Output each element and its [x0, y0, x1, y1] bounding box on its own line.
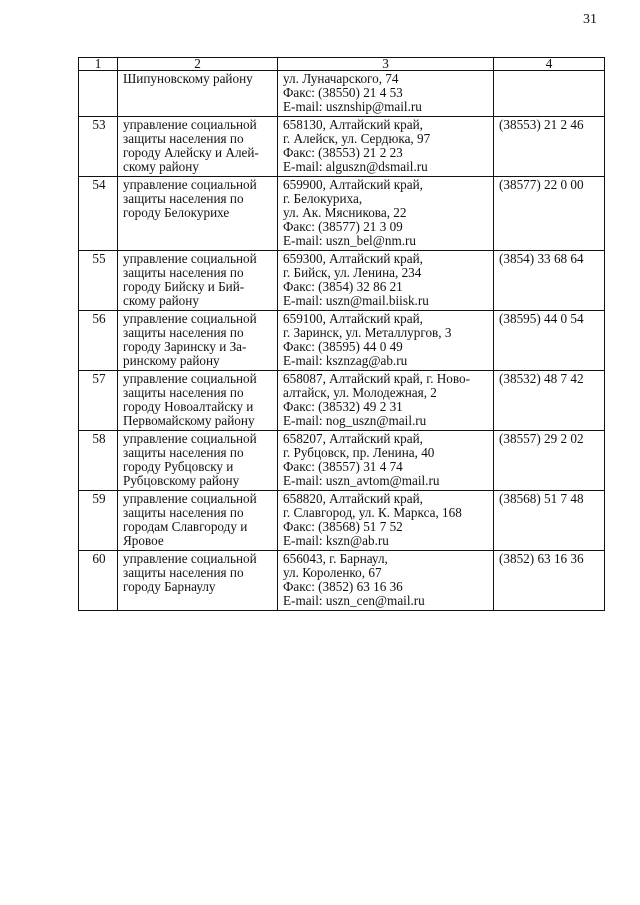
address-line: г. Бийск, ул. Ленина, 234 — [283, 265, 422, 280]
office-name-line: управление социальной — [123, 311, 257, 326]
office-name — [118, 251, 278, 311]
office-name-line: Яровое — [123, 533, 164, 548]
address-line: алтайск, ул. Молодежная, 2 — [283, 385, 437, 400]
office-name-line: защиты населения по — [123, 505, 244, 520]
office-address — [278, 371, 494, 431]
office-address — [278, 251, 494, 311]
address-line: г. Белокуриха, — [283, 191, 363, 206]
office-phone — [494, 71, 605, 117]
office-name-line: Первомайскому району — [123, 413, 255, 428]
address-line: г. Славгород, ул. К. Маркса, 168 — [283, 505, 462, 520]
row-number: 55 — [79, 251, 118, 311]
office-name-line: скому району — [123, 293, 199, 308]
office-name-line: защиты населения по — [123, 325, 244, 340]
office-name — [118, 431, 278, 491]
row-number: 54 — [79, 177, 118, 251]
table-row — [79, 177, 605, 251]
office-name-line: скому району — [123, 159, 199, 174]
address-line: г. Заринск, ул. Металлургов, 3 — [283, 325, 452, 340]
office-name-line: городу Рубцовску и — [123, 459, 234, 474]
page-number: 31 — [583, 12, 597, 27]
column-header: 2 — [118, 58, 278, 71]
column-header: 4 — [494, 58, 605, 71]
office-name — [118, 311, 278, 371]
table-body — [79, 71, 605, 611]
address-line: ул. Луначарского, 74 — [283, 71, 399, 86]
office-address — [278, 491, 494, 551]
office-name-line: защиты населения по — [123, 265, 244, 280]
row-number: 58 — [79, 431, 118, 491]
address-line: Факс: (38550) 21 4 53 — [283, 85, 403, 100]
office-name-line: управление социальной — [123, 177, 257, 192]
office-name-line: Шипуновскому району — [123, 71, 253, 86]
table-row — [79, 311, 605, 371]
row-number: 56 — [79, 311, 118, 371]
address-line: Факс: (38553) 21 2 23 — [283, 145, 403, 160]
address-line: E-mail: uszn_avtom@mail.ru — [283, 473, 440, 488]
office-name-line: защиты населения по — [123, 445, 244, 460]
address-line: 658130, Алтайский край, — [283, 117, 423, 132]
address-line: E-mail: usznship@mail.ru — [283, 99, 422, 114]
office-name-line: защиты населения по — [123, 565, 244, 580]
office-phone: (38568) 51 7 48 — [494, 491, 605, 551]
office-name-line: защиты населения по — [123, 385, 244, 400]
address-line: Факс: (3852) 63 16 36 — [283, 579, 403, 594]
office-name — [118, 551, 278, 611]
office-name-line: городу Заринску и За- — [123, 339, 247, 354]
office-name-line: городу Новоалтайску и — [123, 399, 254, 414]
address-line: 656043, г. Барнаул, — [283, 551, 388, 566]
office-name-line: управление социальной — [123, 551, 257, 566]
table-row — [79, 371, 605, 431]
office-name-line: управление социальной — [123, 491, 257, 506]
address-line: Факс: (38557) 31 4 74 — [283, 459, 403, 474]
office-phone: (3854) 33 68 64 — [494, 251, 605, 311]
row-number: 53 — [79, 117, 118, 177]
table-row — [79, 491, 605, 551]
row-number: 59 — [79, 491, 118, 551]
office-name — [118, 177, 278, 251]
column-header: 3 — [278, 58, 494, 71]
office-name-line: управление социальной — [123, 371, 257, 386]
office-name-line: городу Алейску и Алей- — [123, 145, 259, 160]
office-address — [278, 551, 494, 611]
table-row — [79, 251, 605, 311]
office-phone: (38557) 29 2 02 — [494, 431, 605, 491]
office-phone: (38595) 44 0 54 — [494, 311, 605, 371]
office-address — [278, 177, 494, 251]
office-name-line: защиты населения по — [123, 131, 244, 146]
row-number: 57 — [79, 371, 118, 431]
address-line: г. Рубцовск, пр. Ленина, 40 — [283, 445, 435, 460]
address-line: E-mail: alguszn@dsmail.ru — [283, 159, 428, 174]
office-name-line: городу Бийску и Бий- — [123, 279, 245, 294]
address-line: Факс: (38568) 51 7 52 — [283, 519, 403, 534]
address-line: 659900, Алтайский край, — [283, 177, 423, 192]
address-line: E-mail: uszn@mail.biisk.ru — [283, 293, 429, 308]
table-row — [79, 117, 605, 177]
address-line: E-mail: kszn@ab.ru — [283, 533, 389, 548]
office-phone: (38553) 21 2 46 — [494, 117, 605, 177]
table-header-row — [79, 58, 605, 71]
office-name — [118, 491, 278, 551]
office-address — [278, 117, 494, 177]
table-row — [79, 551, 605, 611]
offices-table — [78, 57, 605, 611]
address-line: E-mail: uszn_cen@mail.ru — [283, 593, 425, 608]
address-line: 658207, Алтайский край, — [283, 431, 423, 446]
address-line: г. Алейск, ул. Сердюка, 97 — [283, 131, 431, 146]
office-name-line: городам Славгороду и — [123, 519, 248, 534]
office-name — [118, 71, 278, 117]
office-name-line: управление социальной — [123, 117, 257, 132]
office-phone: (3852) 63 16 36 — [494, 551, 605, 611]
office-name — [118, 117, 278, 177]
row-number — [79, 71, 118, 117]
office-name-line: Рубцовскому району — [123, 473, 240, 488]
address-line: 658087, Алтайский край, г. Ново- — [283, 371, 471, 386]
table-row — [79, 71, 605, 117]
address-line: E-mail: nog_uszn@mail.ru — [283, 413, 427, 428]
office-name-line: управление социальной — [123, 251, 257, 266]
office-address — [278, 431, 494, 491]
office-address — [278, 311, 494, 371]
row-number: 60 — [79, 551, 118, 611]
address-line: 659300, Алтайский край, — [283, 251, 423, 266]
office-phone: (38532) 48 7 42 — [494, 371, 605, 431]
address-line: ул. Ак. Мясникова, 22 — [283, 205, 407, 220]
address-line: Факс: (38577) 21 3 09 — [283, 219, 403, 234]
office-name-line: управление социальной — [123, 431, 257, 446]
office-name-line: городу Белокурихе — [123, 205, 230, 220]
address-line: E-mail: ksznzag@ab.ru — [283, 353, 408, 368]
table-row — [79, 431, 605, 491]
column-header: 1 — [79, 58, 118, 71]
office-name-line: защиты населения по — [123, 191, 244, 206]
address-line: 659100, Алтайский край, — [283, 311, 423, 326]
office-phone: (38577) 22 0 00 — [494, 177, 605, 251]
office-name — [118, 371, 278, 431]
office-name-line: городу Барнаулу — [123, 579, 216, 594]
address-line: ул. Короленко, 67 — [283, 565, 382, 580]
address-line: Факс: (3854) 32 86 21 — [283, 279, 403, 294]
address-line: 658820, Алтайский край, — [283, 491, 423, 506]
address-line: Факс: (38532) 49 2 31 — [283, 399, 403, 414]
address-line: Факс: (38595) 44 0 49 — [283, 339, 403, 354]
address-line: E-mail: uszn_bel@nm.ru — [283, 233, 417, 248]
office-address — [278, 71, 494, 117]
office-name-line: ринскому району — [123, 353, 220, 368]
